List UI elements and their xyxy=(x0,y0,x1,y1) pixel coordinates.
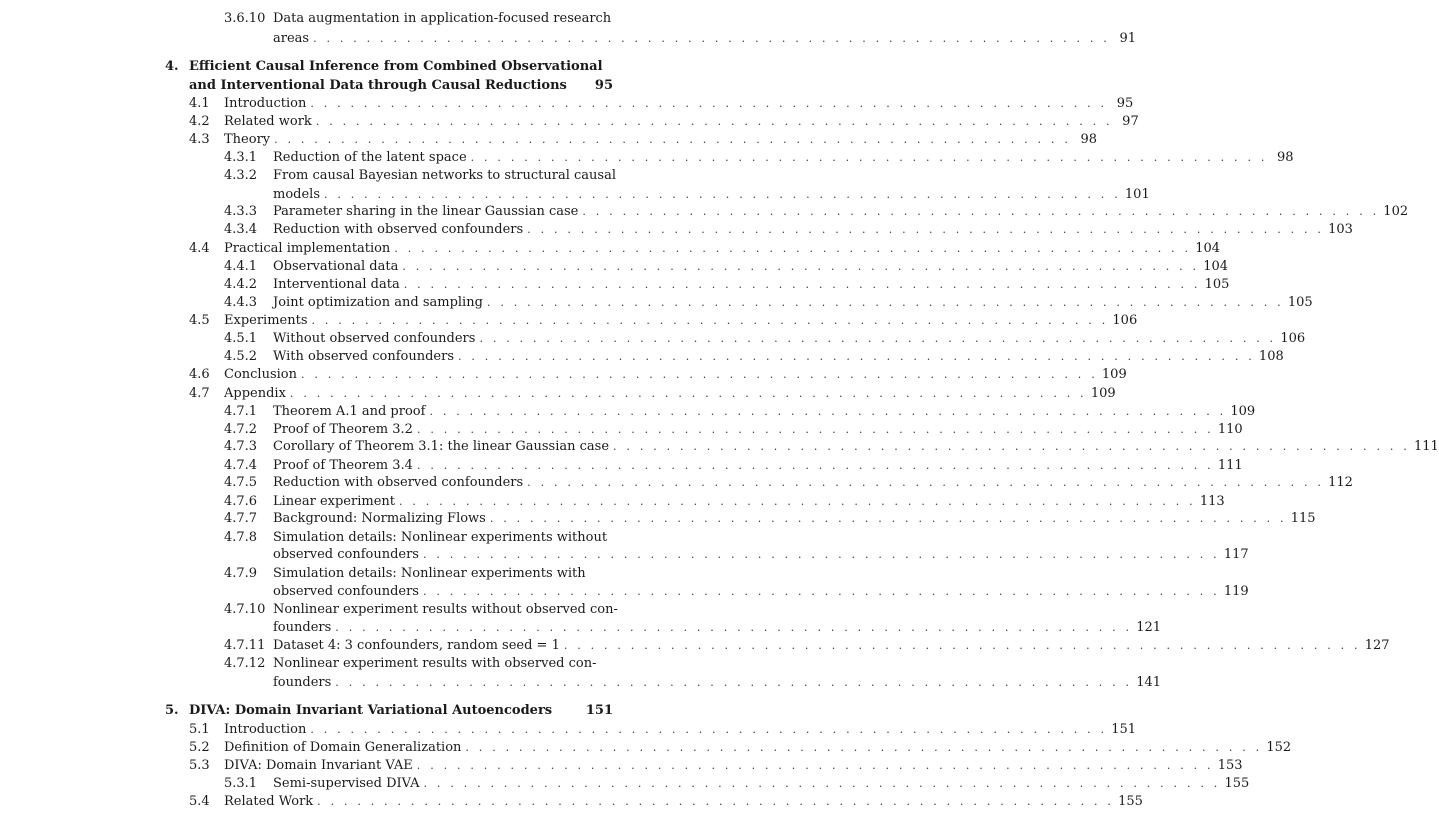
dot-leader: . . . . . . . . . . . . . . . . . . . . . . . . . . . . . . . . . . . . . . . . . . . . . . . . . . . . . . . . . . . . xyxy=(317,795,1115,808)
toc-entry-number: 5.4 xyxy=(189,794,210,809)
toc-entry[interactable] xyxy=(224,348,1284,366)
toc-entry-page-number: 97 xyxy=(1122,114,1139,129)
toc-entry-page-number: 113 xyxy=(1199,494,1225,509)
toc-entry[interactable] xyxy=(224,529,613,547)
toc-entry-page-number: 155 xyxy=(1118,794,1143,809)
toc-entry[interactable] xyxy=(189,95,1134,113)
toc-entry[interactable] xyxy=(189,385,1116,403)
dot-leader: . . . . . . . . . . . . . . . . . . . . . . . . . . . . . . . . . . . . . . . . . . . . . . . . . . . . . . . . . . . . xyxy=(301,368,1098,381)
dot-leader: . . . . . . . . . . . . . . . . . . . . . . . . . . . . . . . . . . . . . . . . . . . . . . . . . . . . . . . . . . . . xyxy=(402,260,1200,273)
toc-entry[interactable] xyxy=(165,58,613,76)
toc-entry-title: Reduction with observed confounders xyxy=(273,475,524,490)
dot-leader: . . . . . . . . . . . . . . . . . . . . . . . . . . . . . . . . . . . . . . . . . . . . . . . . . . . . . . . . . . . . xyxy=(335,676,1133,689)
dot-leader: . . . . . . . . . . . . . . . . . . . . . . . . . . . . . . . . . . . . . . . . . . . . . . . . . . . . . . . . . . . . xyxy=(489,512,1287,525)
dot-leader: . . . . . . . . . . . . . . . . . . . . . . . . . . . . . . . . . . . . . . . . . . . . . . . . . . . . . . . . . . . . xyxy=(335,621,1133,634)
toc-entry-page-number: 101 xyxy=(1124,187,1150,202)
toc-entry-title: From causal Bayesian networks to structural causal xyxy=(273,168,616,183)
toc-entry-title: Simulation details: Nonlinear experiments with xyxy=(273,566,586,581)
dot-leader: . . . . . . . . . . . . . . . . . . . . . . . . . . . . . . . . . . . . . . . . . . . . . . . . . . . . . . . . . . . . xyxy=(310,723,1108,736)
toc-entry-number: 4.2 xyxy=(189,114,210,129)
toc-entry-continuation[interactable] xyxy=(273,674,1162,692)
toc-entry-title: Practical implementation xyxy=(224,241,391,256)
toc-entry-continuation[interactable] xyxy=(273,583,1249,601)
dot-leader: . . . . . . . . . . . . . . . . . . . . . . . . . . . . . . . . . . . . . . . . . . . . . . . . . . . . . . . . . . . . xyxy=(313,32,1110,45)
dot-leader: . . . . . . . . . . . . . . . . . . . . . . . . . . . . . . . . . . . . . . . . . . . . . . . . . . . . . . . . . . . . xyxy=(416,423,1214,436)
dot-leader: . . . . . . . . . . . . . . . . . . . . . . . . . . . . . . . . . . . . . . . . . . . . . . . . . . . . . . . . . . . . xyxy=(310,97,1108,110)
toc-entry-title: models xyxy=(273,187,320,202)
toc-entry[interactable] xyxy=(224,149,1294,167)
toc-entry-title: Nonlinear experiment results without observed con- xyxy=(273,602,618,617)
toc-entry-number: 4.7.4 xyxy=(224,458,258,473)
toc-entry[interactable] xyxy=(224,775,1250,793)
toc-entry-number: 4.6 xyxy=(189,367,210,382)
toc-entry-number: 4.5.1 xyxy=(224,331,258,346)
toc-entry-title: Corollary of Theorem 3.1: the linear Gaussian case xyxy=(273,439,610,454)
toc-entry-number: 4.7.9 xyxy=(224,566,258,581)
toc-entry[interactable] xyxy=(224,167,616,185)
toc-entry-page-number: 102 xyxy=(1383,204,1409,219)
toc-entry[interactable] xyxy=(189,721,1137,739)
toc-entry-title: Proof of Theorem 3.4 xyxy=(273,458,413,473)
toc-entry-page-number: 127 xyxy=(1364,638,1390,653)
toc-entry-number: 4.7.3 xyxy=(224,439,258,454)
toc-entry-page-number: 108 xyxy=(1258,349,1284,364)
toc-entry[interactable] xyxy=(189,793,1143,811)
dot-leader: . . . . . . . . . . . . . . . . . . . . . . . . . . . . . . . . . . . . . . . . . . . . . . . . . . . . . . . . . . . . xyxy=(289,387,1087,400)
toc-entry-number: 4.4.3 xyxy=(224,295,258,310)
toc-entry[interactable] xyxy=(224,203,1409,221)
toc-entry-title: and Interventional Data through Causal Reductions xyxy=(189,78,567,93)
toc-entry-number: 4.5.2 xyxy=(224,349,258,364)
toc-entry[interactable] xyxy=(189,312,1138,330)
toc-entry-number: 4.7.5 xyxy=(224,475,258,490)
toc-entry-title: areas xyxy=(273,31,310,46)
dot-leader: . . . . . . . . . . . . . . . . . . . . . . . . . . . . . . . . . . . . . . . . . . . . . . . . . . . . . . . . . . . . xyxy=(422,585,1220,598)
toc-entry[interactable] xyxy=(224,421,1243,439)
dot-leader: . . . . . . . . . . . . . . . . . . . . . . . . . . . . . . . . . . . . . . . . . . . . . . . . . . . . . . . . . . . . xyxy=(324,188,1121,201)
toc-entry-title: Joint optimization and sampling xyxy=(273,295,483,310)
toc-entry-number: 3.6.10 xyxy=(224,11,266,26)
toc-entry-title: Linear experiment xyxy=(273,494,395,509)
toc-entry-page-number: 103 xyxy=(1328,222,1353,237)
toc-entry-continuation[interactable] xyxy=(273,546,1249,564)
toc-entry-continuation[interactable] xyxy=(273,186,1150,204)
toc-entry-title: Interventional data xyxy=(273,277,400,292)
toc-entry-number: 4.7.6 xyxy=(224,494,258,509)
toc-entry-page-number: 151 xyxy=(1111,722,1137,737)
toc-entry-page-number: 121 xyxy=(1136,620,1162,635)
toc-entry[interactable] xyxy=(224,10,613,28)
toc-entry-number: 5.3.1 xyxy=(224,776,258,791)
toc-entry[interactable] xyxy=(224,637,1390,655)
dot-leader: . . . . . . . . . . . . . . . . . . . . . . . . . . . . . . . . . . . . . . . . . . . . . . . . . . . . . . . . . . . . xyxy=(582,205,1380,218)
toc-entry-page-number: 111 xyxy=(1413,439,1439,454)
toc-entry-continuation[interactable] xyxy=(273,30,1136,48)
dot-leader: . . . . . . . . . . . . . . . . . . . . . . . . . . . . . . . . . . . . . . . . . . . . . . . . . . . . . . . . . . . . xyxy=(403,278,1201,291)
toc-entry-number: 4.3.1 xyxy=(224,150,258,165)
toc-entry-continuation[interactable] xyxy=(189,77,613,95)
toc-entry-title: Related Work xyxy=(224,794,314,809)
toc-entry-page-number: 110 xyxy=(1217,422,1243,437)
dot-leader: . . . . . . . . . . . . . . . . . . . . . . . . . . . . . . . . . . . . . . . . . . . . . . . . . . . . . . . . . . . . xyxy=(465,741,1263,754)
toc-entry-number: 5. xyxy=(165,703,179,718)
dot-leader: . . . . . . . . . . . . . . . . . . . . . . . . . . . . . . . . . . . . . . . . . . . . . . . . . . . . . . . . . . . . xyxy=(527,476,1325,489)
toc-entry-title: Appendix xyxy=(224,386,286,401)
toc-entry-page-number: 95 xyxy=(1116,96,1134,111)
toc-entry-page-number: 106 xyxy=(1112,313,1138,328)
toc-entry-title: Conclusion xyxy=(224,367,297,382)
toc-entry-title: Theory xyxy=(224,132,271,147)
toc-entry-title: Parameter sharing in the linear Gaussian case xyxy=(273,204,579,219)
toc-entry-page-number: 105 xyxy=(1204,277,1230,292)
toc-entry-page-number: 141 xyxy=(1136,675,1162,690)
toc-entry[interactable] xyxy=(224,474,1353,492)
dot-leader: . . . . . . . . . . . . . . . . . . . . . . . . . . . . . . . . . . . . . . . . . . . . . . . . . . . . . . . . . . . . xyxy=(416,459,1214,472)
toc-entry[interactable] xyxy=(224,294,1313,312)
toc-entry[interactable] xyxy=(189,240,1221,258)
toc-entry-page-number: 109 xyxy=(1230,404,1256,419)
toc-entry-page-number: 98 xyxy=(1080,132,1098,147)
toc-entry-number: 4. xyxy=(165,59,179,74)
toc-entry-title: Without observed confounders xyxy=(273,331,476,346)
toc-entry-page-number: 104 xyxy=(1195,241,1221,256)
toc-entry[interactable] xyxy=(224,457,1243,475)
toc-entry-number: 4.3.3 xyxy=(224,204,258,219)
toc-entry-page-number: 153 xyxy=(1217,758,1243,773)
dot-leader: . . . . . . . . . . . . . . . . . . . . . . . . . . . . . . . . . . . . . . . . . . . . . . . . . . . . . . . . . . . . xyxy=(527,223,1325,236)
dot-leader: . . . . . . . . . . . . . . . . . . . . . . . . . . . . . . . . . . . . . . . . . . . . . . . . . . . . . . . . . . . . xyxy=(563,639,1361,652)
toc-entry-title: Experiments xyxy=(224,313,308,328)
toc-entry-page-number: 152 xyxy=(1266,740,1292,755)
toc-entry-title: Semi-supervised DIVA xyxy=(273,776,420,791)
toc-entry-page-number: 106 xyxy=(1280,331,1306,346)
toc-entry-title: founders xyxy=(273,675,332,690)
dot-leader: . . . . . . . . . . . . . . . . . . . . . . . . . . . . . . . . . . . . . . . . . . . . . . . . . . . . . . . . . . . . xyxy=(422,548,1220,561)
toc-entry-title: Dataset 4: 3 confounders, random seed = 1 xyxy=(273,638,560,653)
toc-entry-title: Data augmentation in application-focused research xyxy=(273,11,612,26)
toc-entry-title: Background: Normalizing Flows xyxy=(273,511,486,526)
toc-entry-title: founders xyxy=(273,620,332,635)
dot-leader: . . . . . . . . . . . . . . . . . . . . . . . . . . . . . . . . . . . . . . . . . . . . . . . . . . . . . . . . . . . . xyxy=(274,133,1072,146)
toc-entry-page-number: 95 xyxy=(594,78,613,93)
toc-entry-number: 4.4.2 xyxy=(224,277,258,292)
dot-leader: . . . . . . . . . . . . . . . . . . . . . . . . . . . . . . . . . . . . . . . . . . . . . . . . . . . . . . . . . . . . xyxy=(479,332,1277,345)
toc-entry-number: 4.7.12 xyxy=(224,656,266,671)
dot-leader: . . . . . . . . . . . . . . . . . . . . . . . . . . . . . . . . . . . . . . . . . . . . . . . . . . . . . . . . . . . . xyxy=(423,777,1221,790)
spacer xyxy=(567,77,591,95)
dot-leader: . . . . . . . . . . . . . . . . . . . . . . . . . . . . . . . . . . . . . . . . . . . . . . . . . . . . . . . . . . . . xyxy=(470,151,1268,164)
toc-entry-page-number: 91 xyxy=(1119,31,1136,46)
toc-entry-number: 4.1 xyxy=(189,96,210,111)
dot-leader: . . . . . . . . . . . . . . . . . . . . . . . . . . . . . . . . . . . . . . . . . . . . . . . . . . . . . . . . . . . . xyxy=(429,405,1227,418)
toc-entry-title: Introduction xyxy=(224,96,307,111)
toc-entry[interactable] xyxy=(224,510,1316,528)
toc-entry-page-number: 117 xyxy=(1223,547,1249,562)
toc-entry-number: 4.3 xyxy=(189,132,210,147)
spacer xyxy=(552,702,586,720)
toc-entry-title: Proof of Theorem 3.2 xyxy=(273,422,413,437)
dot-leader: . . . . . . . . . . . . . . . . . . . . . . . . . . . . . . . . . . . . . . . . . . . . . . . . . . . . . . . . . . . . xyxy=(398,495,1196,508)
toc-entry-page-number: 151 xyxy=(585,703,613,718)
dot-leader: . . . . . . . . . . . . . . . . . . . . . . . . . . . . . . . . . . . . . . . . . . . . . . . . . . . . . . . . . . . . xyxy=(458,350,1255,363)
toc-entry[interactable] xyxy=(224,330,1306,348)
toc-entry-number: 4.3.4 xyxy=(224,222,258,237)
toc-entry-title: Simulation details: Nonlinear experiments without xyxy=(273,530,608,545)
toc-entry-number: 5.2 xyxy=(189,740,210,755)
toc-entry-page-number: 109 xyxy=(1101,367,1127,382)
toc-entry[interactable] xyxy=(189,757,1243,775)
toc-entry[interactable] xyxy=(224,221,1353,239)
toc-entry-number: 4.7.2 xyxy=(224,422,258,437)
toc-entry-number: 4.7.1 xyxy=(224,404,258,419)
toc-entry-page-number: 155 xyxy=(1224,776,1250,791)
toc-entry-number: 5.3 xyxy=(189,758,210,773)
toc-entry[interactable] xyxy=(224,258,1229,276)
toc-entry-title: Introduction xyxy=(224,722,307,737)
toc-entry-continuation[interactable] xyxy=(273,619,1162,637)
toc-entry-title: With observed confounders xyxy=(273,349,455,364)
toc-entry-page-number: 119 xyxy=(1223,584,1249,599)
toc-entry-title: DIVA: Domain Invariant VAE xyxy=(224,758,413,773)
toc-entry-page-number: 109 xyxy=(1090,386,1116,401)
toc-entry-page-number: 111 xyxy=(1217,458,1243,473)
toc-entry-number: 4.7.7 xyxy=(224,511,258,526)
toc-entry-number: 4.7.11 xyxy=(224,638,266,653)
toc-entry-number: 4.7 xyxy=(189,386,210,401)
toc-entry-title: Reduction of the latent space xyxy=(273,150,467,165)
toc-entry-number: 4.7.8 xyxy=(224,530,258,545)
toc-entry-title: Nonlinear experiment results with observed con- xyxy=(273,656,597,671)
toc-entry[interactable] xyxy=(189,131,1098,149)
toc-entry-title: Theorem A.1 and proof xyxy=(273,404,426,419)
toc-entry[interactable] xyxy=(224,276,1230,294)
toc-entry[interactable] xyxy=(224,655,613,673)
toc-entry[interactable] xyxy=(224,403,1256,421)
toc-entry-number: 4.3.2 xyxy=(224,168,258,183)
toc-entry-page-number: 105 xyxy=(1287,295,1313,310)
dot-leader: . . . . . . . . . . . . . . . . . . . . . . . . . . . . . . . . . . . . . . . . . . . . . . . . . . . . . . . . . . . . xyxy=(416,759,1214,772)
toc-entry[interactable] xyxy=(165,702,613,720)
toc-entry[interactable] xyxy=(189,366,1127,384)
dot-leader: . . . . . . . . . . . . . . . . . . . . . . . . . . . . . . . . . . . . . . . . . . . . . . . . . . . . . . . . . . . . xyxy=(394,242,1192,255)
toc-entry[interactable] xyxy=(224,601,618,619)
toc-entry[interactable] xyxy=(189,739,1292,757)
toc-entry[interactable] xyxy=(224,438,1439,456)
toc-entry-number: 4.4.1 xyxy=(224,259,258,274)
dot-leader: . . . . . . . . . . . . . . . . . . . . . . . . . . . . . . . . . . . . . . . . . . . . . . . . . . . . . . . . . . . . xyxy=(486,296,1284,309)
toc-entry-number: 4.4 xyxy=(189,241,210,256)
toc-entry[interactable] xyxy=(224,565,613,583)
toc-entry-number: 4.5 xyxy=(189,313,210,328)
toc-entry-page-number: 98 xyxy=(1277,150,1294,165)
toc-entry-page-number: 104 xyxy=(1203,259,1229,274)
toc-entry[interactable] xyxy=(189,113,1139,131)
toc-entry-page-number: 112 xyxy=(1328,475,1353,490)
toc-entry-title: Reduction with observed confounders xyxy=(273,222,524,237)
toc-entry-title: Observational data xyxy=(273,259,399,274)
toc-entry[interactable] xyxy=(224,493,1225,511)
dot-leader: . . . . . . . . . . . . . . . . . . . . . . . . . . . . . . . . . . . . . . . . . . . . . . . . . . . . . . . . . . . . xyxy=(311,314,1109,327)
toc-entry-title: observed confounders xyxy=(273,547,419,562)
dot-leader: . . . . . . . . . . . . . . . . . . . . . . . . . . . . . . . . . . . . . . . . . . . . . . . . . . . . . . . . . . . . xyxy=(613,440,1410,453)
toc-entry-title: Related work xyxy=(224,114,312,129)
toc-entry-number: 5.1 xyxy=(189,722,210,737)
toc-entry-title: DIVA: Domain Invariant Variational Autoencoders xyxy=(189,703,553,718)
toc-entry-title: observed confounders xyxy=(273,584,419,599)
toc-entry-title: Definition of Domain Generalization xyxy=(224,740,462,755)
toc-entry-title: Efficient Causal Inference from Combined Observational xyxy=(189,59,603,74)
dot-leader: . . . . . . . . . . . . . . . . . . . . . . . . . . . . . . . . . . . . . . . . . . . . . . . . . . . . . . . . . . . . xyxy=(315,115,1113,128)
toc-entry-page-number: 115 xyxy=(1290,511,1316,526)
toc-entry-number: 4.7.10 xyxy=(224,602,266,617)
